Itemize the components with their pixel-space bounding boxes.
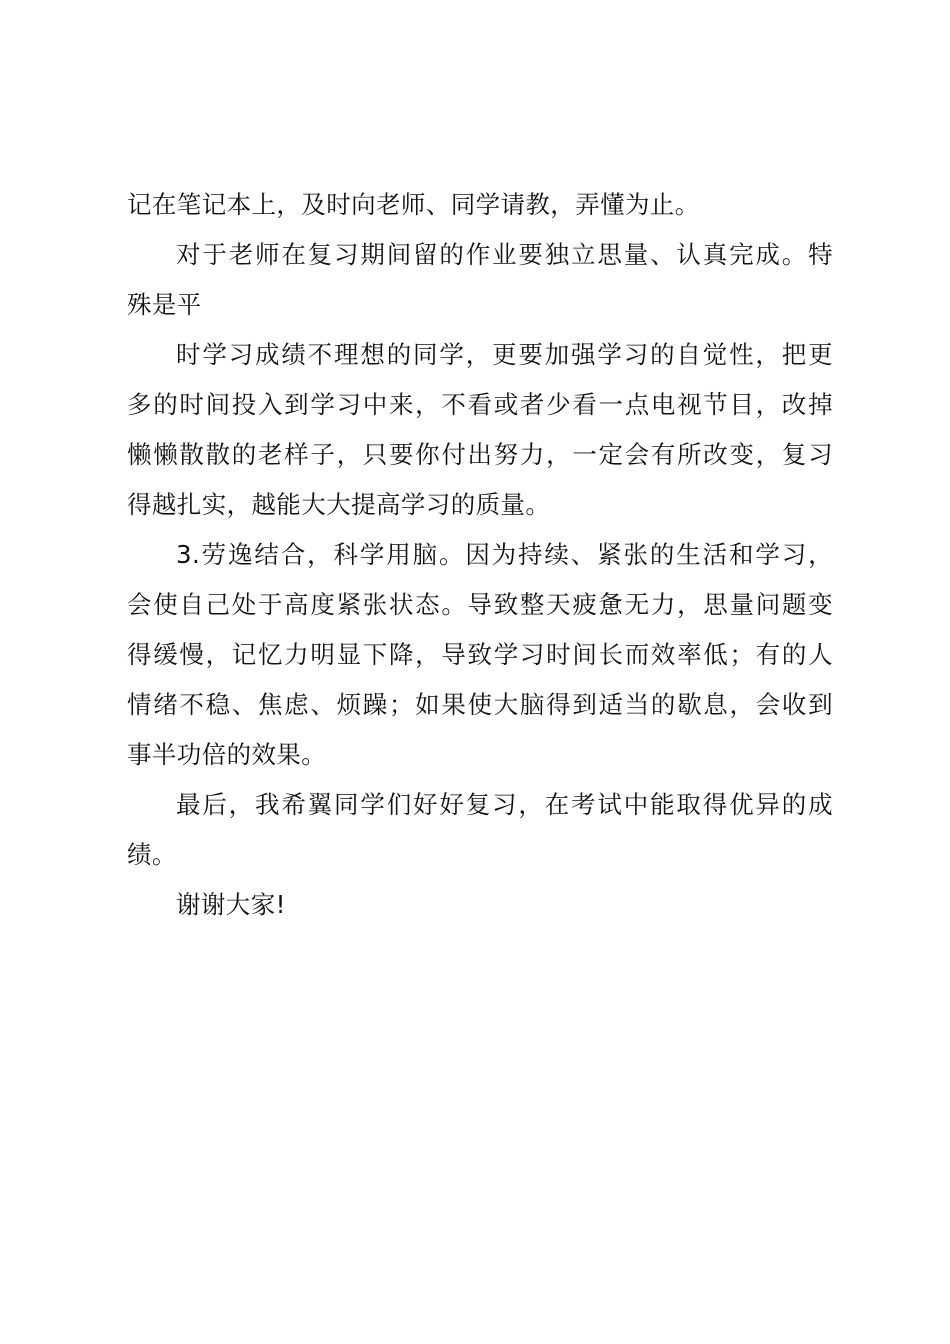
text-line: 得越扎实，越能大大提高学习的质量。 bbox=[127, 490, 551, 519]
text-line: 多的时间投入到学习中来，不看或者少看一点电视节目，改掉 bbox=[127, 390, 833, 419]
document-body bbox=[127, 180, 833, 930]
text-line: 事半功倍的效果。 bbox=[127, 740, 327, 769]
text-line: 时学习成绩不理想的同学，更要加强学习的自觉性，把更 bbox=[176, 340, 833, 369]
text-line: 得缓慢，记忆力明显下降，导致学习时间长而效率低；有的人 bbox=[127, 640, 833, 669]
text-line: 谢谢大家! bbox=[176, 890, 286, 919]
text-line: 最后，我希翼同学们好好复习，在考试中能取得优异的成 bbox=[176, 790, 833, 819]
text-line: 绩。 bbox=[127, 840, 177, 869]
text-line: 3.劳逸结合，科学用脑。因为持续、紧张的生活和学习， bbox=[176, 540, 833, 569]
text-line: 殊是平 bbox=[127, 290, 202, 319]
text-line: 记在笔记本上，及时向老师、同学请教，弄懂为止。 bbox=[127, 190, 700, 219]
text-line: 对于老师在复习期间留的作业要独立思量、认真完成。特 bbox=[176, 240, 833, 269]
text-line: 会使自己处于高度紧张状态。导致整天疲惫无力，思量问题变 bbox=[127, 590, 833, 619]
text-line: 情绪不稳、焦虑、烦躁；如果使大脑得到适当的歇息，会收到 bbox=[127, 690, 833, 719]
text-line: 懒懒散散的老样子，只要你付出努力，一定会有所改变，复习 bbox=[127, 440, 833, 469]
